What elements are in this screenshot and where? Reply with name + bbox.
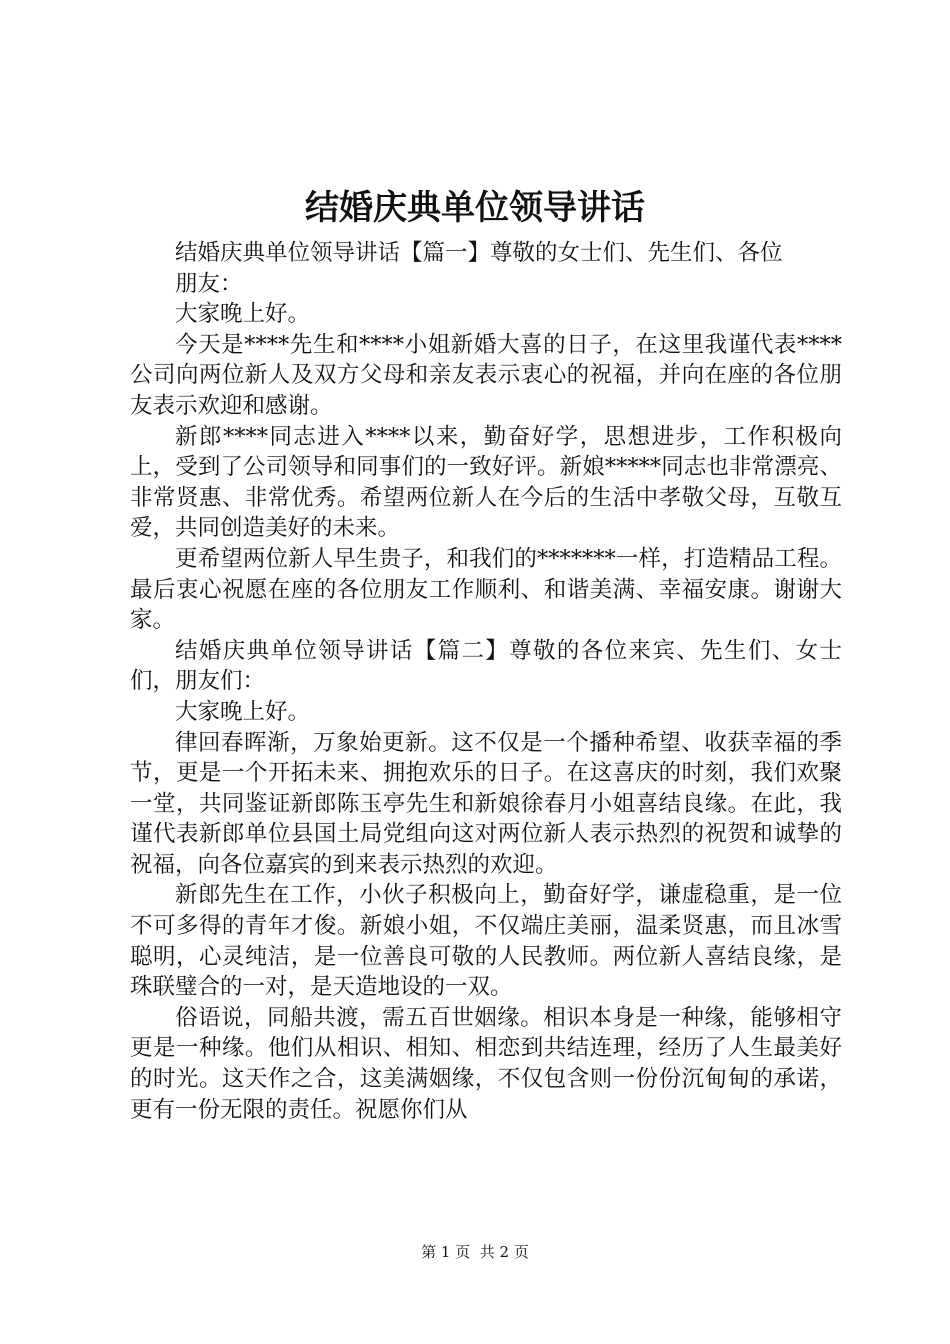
paragraph: 更希望两位新人早生贵子，和我们的*******一样，打造精品工程。最后衷心祝愿在座的各位朋友工作顺利、和谐美满、幸福安康。谢谢大家。 — [130, 545, 842, 634]
paragraph: 结婚庆典单位领导讲话【篇二】尊敬的各位来宾、先生们、女士们，朋友们： — [130, 637, 842, 695]
paragraph: 律回春晖渐，万象始更新。这不仅是一个播种希望、收获幸福的季节，更是一个开拓未来、拥抱欢乐的日子。在这喜庆的时刻，我们欢聚一堂，共同鉴证新郎陈玉亭先生和新娘徐春月小姐喜结良缘。在此，我谨代表新郎单位县国土局党组向这对两位新人表示热烈的祝贺和诚挚的祝福，向各位嘉宾的到来表示热烈的欢迎。 — [130, 729, 842, 878]
page-footer — [0, 1242, 950, 1262]
document-title: 结婚庆典单位领导讲话 — [305, 188, 645, 228]
paragraph: 今天是****先生和****小姐新婚大喜的日子，在这里我谨代表****公司向两位新人及双方父母和亲友表示衷心的祝福，并向在座的各位朋友表示欢迎和感谢。 — [130, 331, 842, 419]
paragraph: 新郎先生在工作，小伙子积极向上，勤奋好学，谦虚稳重，是一位不可多得的青年才俊。新娘小姐，不仅端庄美丽，温柔贤惠，而且冰雪聪明，心灵纯洁，是一位善良可敬的人民教师。两位新人喜结良缘，是珠联璧合的一对，是天造地设的一双。 — [130, 882, 842, 1001]
paragraph: 大家晚上好。 — [175, 301, 311, 328]
page-number-label: 第 1 页 共 2 页 — [421, 1243, 529, 1261]
paragraph: 朋友： — [175, 270, 243, 297]
paragraph: 俗语说，同船共渡，需五百世姻缘。相识本身是一种缘，能够相守更是一种缘。他们从相识、相知、相恋到共结连理，经历了人生最美好的时光。这天作之合，这美满姻缘，不仅包含则一份份沉甸甸的承诺，更有一份无限的责任。祝愿你们从 — [130, 1004, 842, 1123]
paragraph: 结婚庆典单位领导讲话【篇一】尊敬的女士们、先生们、各位 — [175, 240, 783, 266]
paragraph: 大家晚上好。 — [175, 698, 311, 725]
document-body — [130, 238, 842, 1125]
paragraph: 新郎****同志进入****以来，勤奋好学，思想进步，工作积极向上，受到了公司领导和同事们的一致好评。新娘*****同志也非常漂亮、非常贤惠、非常优秀。希望两位新人在今后的生活中孝敬父母，互敬互爱，共同创造美好的未来。 — [130, 423, 842, 542]
